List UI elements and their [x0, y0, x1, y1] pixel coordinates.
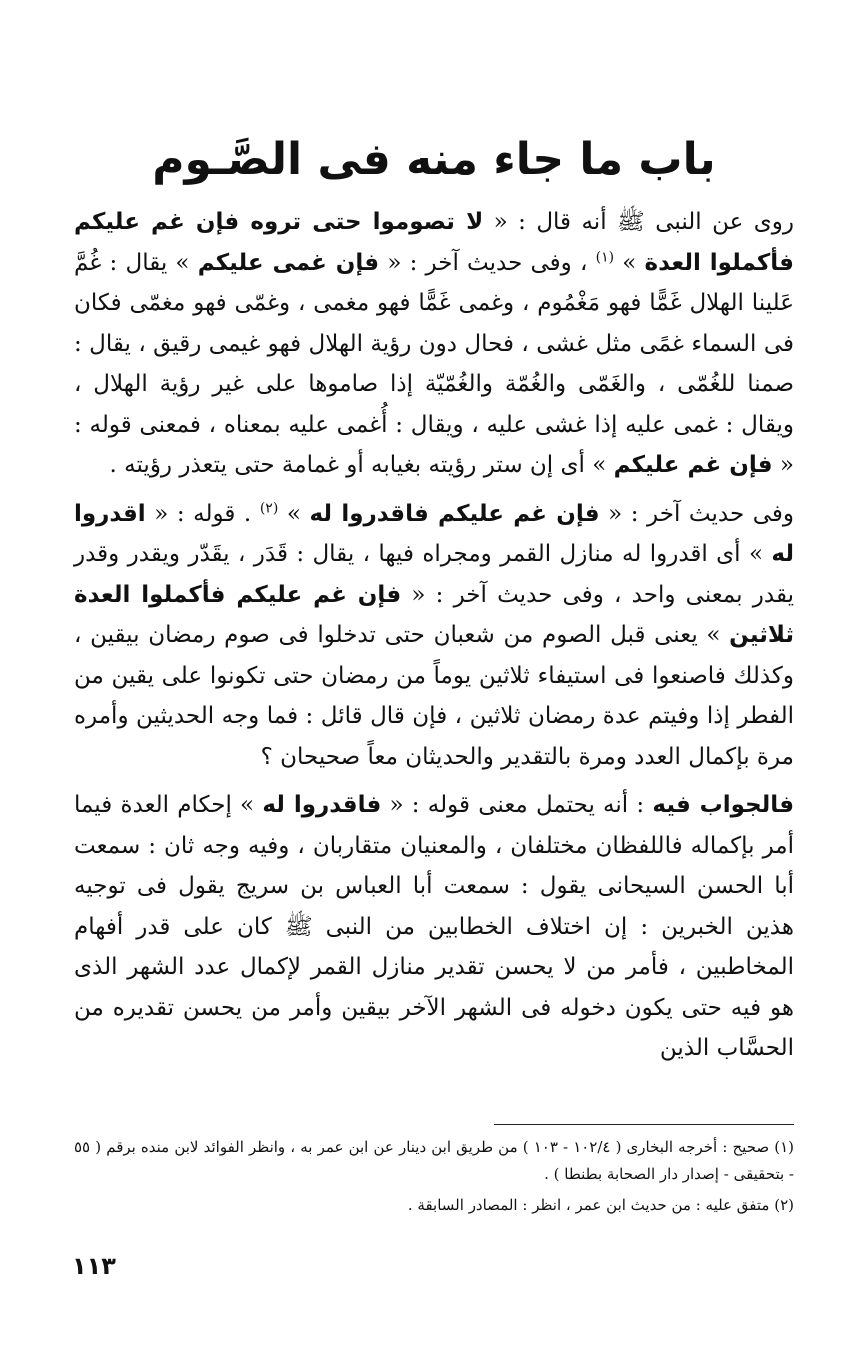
hadith-quote: اقدروا له [74, 500, 794, 567]
text-span: » [614, 249, 645, 276]
main-text [74, 202, 794, 1077]
page-number: ١١٣ [72, 1252, 116, 1280]
footnote-ref-2[interactable]: (٢) [259, 499, 279, 516]
text-span: » أى اقدروا له منازل القمر ومجراه فيها ، يقال : قَدَر ، يقَدّر ويقدر وقدر يقدر بمعنى واحد ، وفى حديث آخر : « [74, 541, 794, 608]
hadith-quote: فاقدروا له [262, 792, 382, 818]
text-span: » يعنى قبل الصوم من شعبان حتى تدخلوا فى صوم رمضان بيقين ، وكذلك فاصنعوا فى استيفاء ثلاثين يوماً من رمضان حتى تكونوا على يقين من الفطر إذا وفيتم عدة رمضان ثلاثين ، فإن قال قائل : فما وجه الحديثين وأمره مرة بإكمال العدد ومرة بالتقدير والحديثان معاً صحيحان ؟ [74, 622, 794, 770]
text-span: . قوله : « [145, 500, 260, 527]
hadith-quote: فإن غم عليكم [613, 452, 773, 478]
hadith-quote: فإن غم عليكم فأكملوا العدة ثلاثين [74, 581, 794, 648]
footnotes [74, 1134, 794, 1223]
text-span: : أنه يحتمل معنى قوله : « [381, 792, 653, 818]
paragraph-3 [74, 785, 794, 1069]
footnote-divider [494, 1124, 794, 1125]
footnote-ref-1[interactable]: (١) [595, 248, 615, 265]
chapter-title: باب ما جاء منه فى الصَّـوم [152, 134, 716, 185]
text-span: روى عن النبى ﷺ أنه قال : « [483, 209, 795, 235]
hadith-quote: لا تصوموا حتى تروه فإن غم عليكم فأكملوا العدة [74, 209, 794, 276]
paragraph-2 [74, 494, 794, 778]
text-span: وفى حديث آخر : « [599, 500, 794, 527]
answer-heading: فالجواب فيه [652, 792, 795, 818]
footnote-1: (١) صحيح : أخرجه البخارى ( ١٠٢/٤ - ١٠٣ ) من طريق ابن دينار عن ابن عمر به ، وانظر الفوائد لابن منده برقم ( ٥٥ - بتحقيقى - إصدار دار الصحابة بطنطا ) . [74, 1138, 795, 1183]
hadith-quote: فإن غم عليكم فاقدروا له [309, 500, 600, 527]
text-span: » [278, 500, 310, 527]
text-span: » يقال : غُمَّ عَلينا الهلال غَمًّا فهو مَغْمُوم ، وغمى غَمًّا فهو مغمى ، وغمّى فهو مغمّى فكان فى السماء غمًى مثل غشى ، فحال دون رؤية الهلال فهو غيمى رقيق ، يقال : صمنا للغُمّى ، والغَمّى والغُمّة والغُمّيّة إذا صاموها على غير رؤية الهلال ، ويقال : غمى عليه إذا غشى عليه ، ويقال : أُغمى عليه بمعناه ، فمعنى قوله : « [74, 249, 794, 478]
text-span: ، وفى حديث آخر : « [379, 249, 596, 276]
paragraph-1 [74, 202, 794, 486]
text-span: » أى إن ستر رؤيته بغيابه أو غمامة حتى يتعذر رؤيته . [109, 452, 614, 478]
text-span: » إحكام العدة فيما أمر بإكماله فاللفظان مختلفان ، والمعنيان متقاربان ، وفيه وجه ثان : سمعت أبا الحسن السيحانى يقول : سمعت أبا العباس بن سريج يقول فى توجيه هذين الخبرين : إن اختلاف الخطابين من النبى ﷺ كان على قدر أفهام المخاطبين ، فأمر من لا يحسن تقدير منازل القمر لإكمال عدد الشهر الذى هو فيه حتى يكون دخوله فى الشهر الآخر بيقين وأمر من يحسن تقديره من الحسَّاب الذين [74, 792, 794, 1061]
hadith-quote: فإن غمى عليكم [197, 249, 380, 276]
footnote-2: (٢) متفق عليه : من حديث ابن عمر ، انظر : المصادر السابقة . [407, 1196, 794, 1214]
